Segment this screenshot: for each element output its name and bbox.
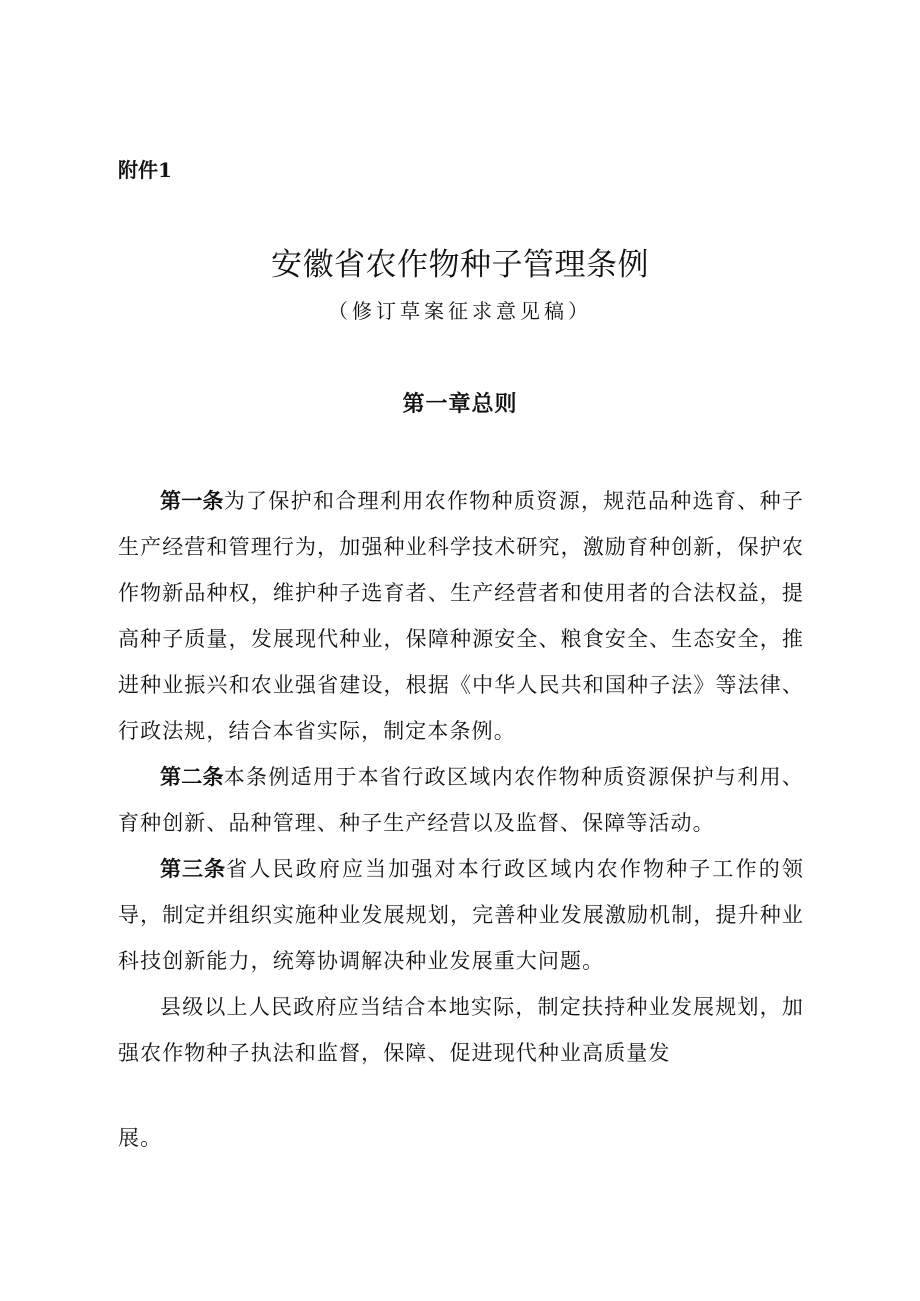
article-number: 第三条 [160,856,227,881]
article-2 [118,754,804,846]
article-3 [118,846,804,984]
document-title: 安徽省农作物种子管理条例 [271,247,649,283]
document-body [118,478,804,1076]
continuation-paragraph: 县级以上人民政府应当结合本地实际，制定扶持种业发展规划，加强农作物种子执法和监督，保障、促进现代种业高质量发 [118,995,804,1065]
article-text: 省人民政府应当加强对本行政区域内农作物种子工作的领导，制定并组织实施种业发展规划，完善种业发展激励机制，提升种业科技创新能力，统筹协调解决种业发展重大问题。 [118,857,805,973]
document-subtitle: （修订草案征求意见稿） [328,299,592,323]
attachment-label: 附件1 [118,158,172,182]
article-number: 第一条 [160,488,224,513]
continuation-end: 展。 [118,1126,163,1150]
chapter-heading: 第一章总则 [402,391,518,417]
article-text: 本条例适用于本省行政区域内农作物种质资源保护与利用、育种创新、品种管理、种子生产经营以及监督、保障等活动。 [118,765,804,835]
article-text: 为了保护和合理利用农作物种质资源，规范品种选育、种子生产经营和管理行为，加强种业科学技术研究，激励育种创新，保护农作物新品种权，维护种子选育者、生产经营者和使用者的合法权益，提高种子质量，发展现代种业，保障种源安全、粮食安全、生态安全，推进种业振兴和农业强省建设，根据《中华人民共和国种子法》等法律、行政法规，结合本省实际，制定本条例。 [118,489,804,743]
article-number: 第二条 [160,764,224,789]
article-1 [118,478,804,754]
